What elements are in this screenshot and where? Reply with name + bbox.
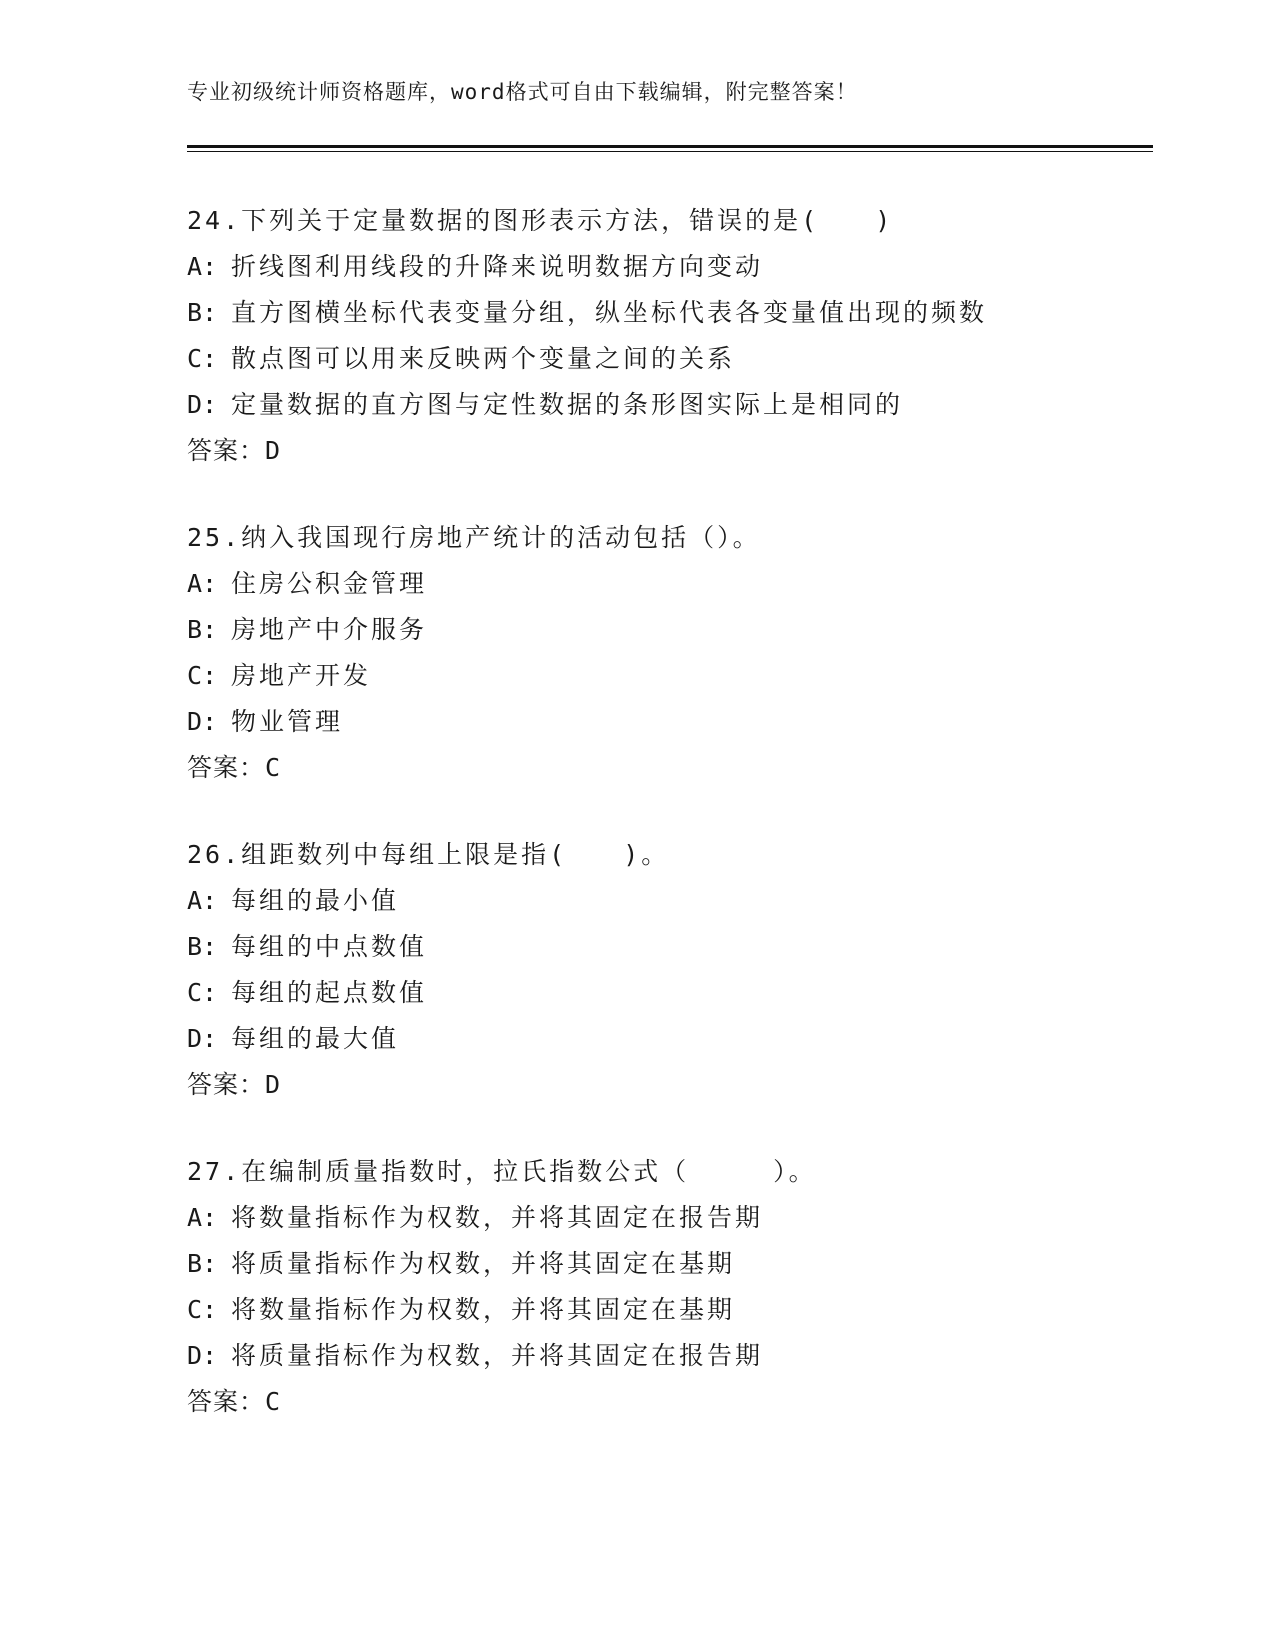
option-a bbox=[187, 1195, 1147, 1241]
option-c bbox=[187, 653, 1147, 699]
option-d bbox=[187, 1333, 1147, 1379]
option-d bbox=[187, 699, 1147, 745]
option-letter: D: bbox=[187, 707, 218, 736]
option-b bbox=[187, 607, 1147, 653]
option-text: 将数量指标作为权数，并将其固定在报告期 bbox=[231, 1203, 764, 1232]
option-b bbox=[187, 924, 1147, 970]
option-letter: A: bbox=[187, 1203, 218, 1232]
answer: 答案：D bbox=[187, 436, 282, 465]
option-text: 将数量指标作为权数，并将其固定在基期 bbox=[231, 1295, 736, 1324]
answer: 答案：C bbox=[187, 1387, 282, 1416]
option-text: 每组的最大值 bbox=[231, 1024, 400, 1053]
option-letter: B: bbox=[187, 615, 218, 644]
option-letter: A: bbox=[187, 569, 218, 598]
page-header: 专业初级统计师资格题库，word格式可自由下载编辑，附完整答案！ bbox=[187, 80, 858, 104]
header-rule-thin bbox=[187, 151, 1153, 152]
question-stem: 26.组距数列中每组上限是指( )。 bbox=[187, 840, 670, 869]
question-stem: 25.纳入我国现行房地产统计的活动包括（）。 bbox=[187, 523, 761, 552]
option-d bbox=[187, 1016, 1147, 1062]
option-letter: B: bbox=[187, 298, 218, 327]
option-letter: D: bbox=[187, 390, 218, 419]
question-26 bbox=[187, 832, 1147, 1108]
option-c bbox=[187, 1287, 1147, 1333]
option-letter: A: bbox=[187, 886, 218, 915]
option-c bbox=[187, 336, 1147, 382]
option-letter: B: bbox=[187, 932, 218, 961]
answer: 答案：D bbox=[187, 1070, 282, 1099]
option-a bbox=[187, 561, 1147, 607]
option-letter: C: bbox=[187, 978, 218, 1007]
option-letter: C: bbox=[187, 344, 218, 373]
option-letter: D: bbox=[187, 1024, 218, 1053]
option-text: 物业管理 bbox=[231, 707, 344, 736]
option-text: 将质量指标作为权数，并将其固定在报告期 bbox=[231, 1341, 764, 1370]
option-text: 每组的最小值 bbox=[231, 886, 400, 915]
option-letter: C: bbox=[187, 661, 218, 690]
option-letter: B: bbox=[187, 1249, 218, 1278]
option-letter: C: bbox=[187, 1295, 218, 1324]
option-letter: D: bbox=[187, 1341, 218, 1370]
option-text: 直方图横坐标代表变量分组，纵坐标代表各变量值出现的频数 bbox=[231, 298, 988, 327]
option-text: 散点图可以用来反映两个变量之间的关系 bbox=[231, 344, 736, 373]
option-a bbox=[187, 244, 1147, 290]
option-text: 定量数据的直方图与定性数据的条形图实际上是相同的 bbox=[231, 390, 904, 419]
option-a bbox=[187, 878, 1147, 924]
option-text: 住房公积金管理 bbox=[231, 569, 428, 598]
answer: 答案：C bbox=[187, 753, 282, 782]
question-stem: 24.下列关于定量数据的图形表示方法，错误的是( ) bbox=[187, 206, 894, 235]
option-b bbox=[187, 1241, 1147, 1287]
option-letter: A: bbox=[187, 252, 218, 281]
question-24 bbox=[187, 198, 1147, 474]
option-text: 每组的起点数值 bbox=[231, 978, 428, 1007]
option-text: 房地产开发 bbox=[231, 661, 372, 690]
option-c bbox=[187, 970, 1147, 1016]
question-25 bbox=[187, 515, 1147, 791]
question-27 bbox=[187, 1149, 1147, 1425]
option-text: 将质量指标作为权数，并将其固定在基期 bbox=[231, 1249, 736, 1278]
option-text: 每组的中点数值 bbox=[231, 932, 428, 961]
question-stem: 27.在编制质量指数时，拉氏指数公式（ ）。 bbox=[187, 1157, 817, 1186]
option-text: 折线图利用线段的升降来说明数据方向变动 bbox=[231, 252, 764, 281]
header-rule-thick bbox=[187, 145, 1153, 148]
option-d bbox=[187, 382, 1147, 428]
option-text: 房地产中介服务 bbox=[231, 615, 428, 644]
option-b bbox=[187, 290, 1147, 336]
